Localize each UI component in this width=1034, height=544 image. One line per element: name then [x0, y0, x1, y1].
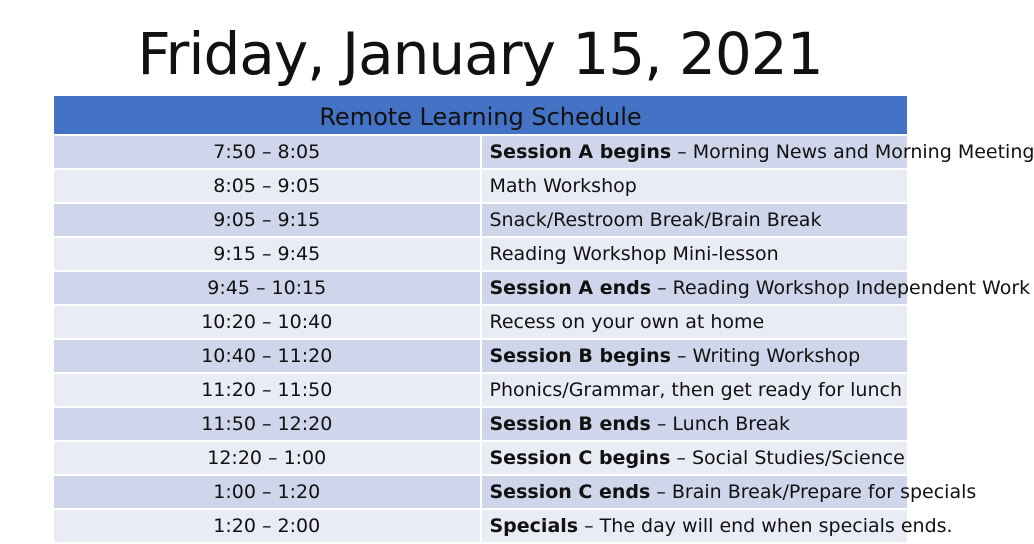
schedule-row	[54, 509, 907, 543]
schedule-time: 1:00 – 1:20	[54, 475, 481, 509]
schedule-time: 1:20 – 2:00	[54, 509, 481, 543]
schedule-time: 12:20 – 1:00	[54, 441, 481, 475]
session-marker: Specials	[489, 515, 579, 537]
schedule-activity	[481, 509, 953, 543]
activity-text: – Writing Workshop	[670, 345, 861, 367]
schedule-row	[54, 407, 907, 441]
schedule-header: Remote Learning Schedule	[54, 96, 907, 135]
activity-text: – Brain Break/Prepare for specials	[650, 481, 977, 503]
schedule-activity	[481, 169, 908, 203]
schedule-time: 8:05 – 9:05	[54, 169, 481, 203]
page-title: Friday, January 15, 2021	[137, 20, 823, 88]
schedule-activity	[481, 237, 908, 271]
schedule-row	[54, 135, 907, 169]
activity-text: – The day will end when specials ends.	[578, 515, 953, 537]
schedule-row	[54, 169, 907, 203]
activity-text: Recess on your own at home	[489, 311, 765, 333]
schedule-header-row	[54, 96, 907, 135]
schedule-activity	[481, 373, 908, 407]
schedule-row	[54, 305, 907, 339]
schedule-time: 11:20 – 11:50	[54, 373, 481, 407]
schedule-row	[54, 475, 907, 509]
activity-text: Math Workshop	[489, 175, 637, 197]
schedule-activity	[481, 475, 977, 509]
session-marker: Session C ends	[489, 481, 651, 503]
session-marker: Session B ends	[489, 413, 651, 435]
session-marker: Session B begins	[489, 345, 671, 367]
activity-text: Reading Workshop Mini-lesson	[489, 243, 779, 265]
schedule-row	[54, 203, 907, 237]
schedule-time: 11:50 – 12:20	[54, 407, 481, 441]
schedule-activity	[481, 135, 1034, 169]
schedule-activity	[481, 339, 908, 373]
activity-text: – Lunch Break	[650, 413, 791, 435]
schedule-time: 9:15 – 9:45	[54, 237, 481, 271]
schedule-activity	[481, 441, 908, 475]
schedule-activity	[481, 407, 908, 441]
session-marker: Session C begins	[489, 447, 671, 469]
activity-text: – Morning News and Morning Meeting	[671, 141, 1034, 163]
schedule-table	[54, 96, 1034, 544]
activity-text: Snack/Restroom Break/Brain Break	[489, 209, 822, 231]
schedule-time: 10:20 – 10:40	[54, 305, 481, 339]
schedule-activity	[481, 305, 908, 339]
schedule-row	[54, 339, 907, 373]
schedule-time: 7:50 – 8:05	[54, 135, 481, 169]
activity-text: Phonics/Grammar, then get ready for lunch	[489, 379, 903, 401]
schedule-time: 9:45 – 10:15	[54, 271, 481, 305]
schedule-time: 9:05 – 9:15	[54, 203, 481, 237]
schedule-row	[54, 441, 907, 475]
schedule-activity	[481, 203, 908, 237]
session-marker: Session A begins	[489, 141, 672, 163]
schedule-time: 10:40 – 11:20	[54, 339, 481, 373]
session-marker: Session A ends	[489, 277, 652, 299]
activity-text: – Reading Workshop Independent Work	[651, 277, 1031, 299]
schedule-activity	[481, 271, 1031, 305]
schedule-row	[54, 237, 907, 271]
schedule-row	[54, 373, 907, 407]
schedule-row	[54, 271, 907, 305]
activity-text: – Social Studies/Science	[670, 447, 905, 469]
